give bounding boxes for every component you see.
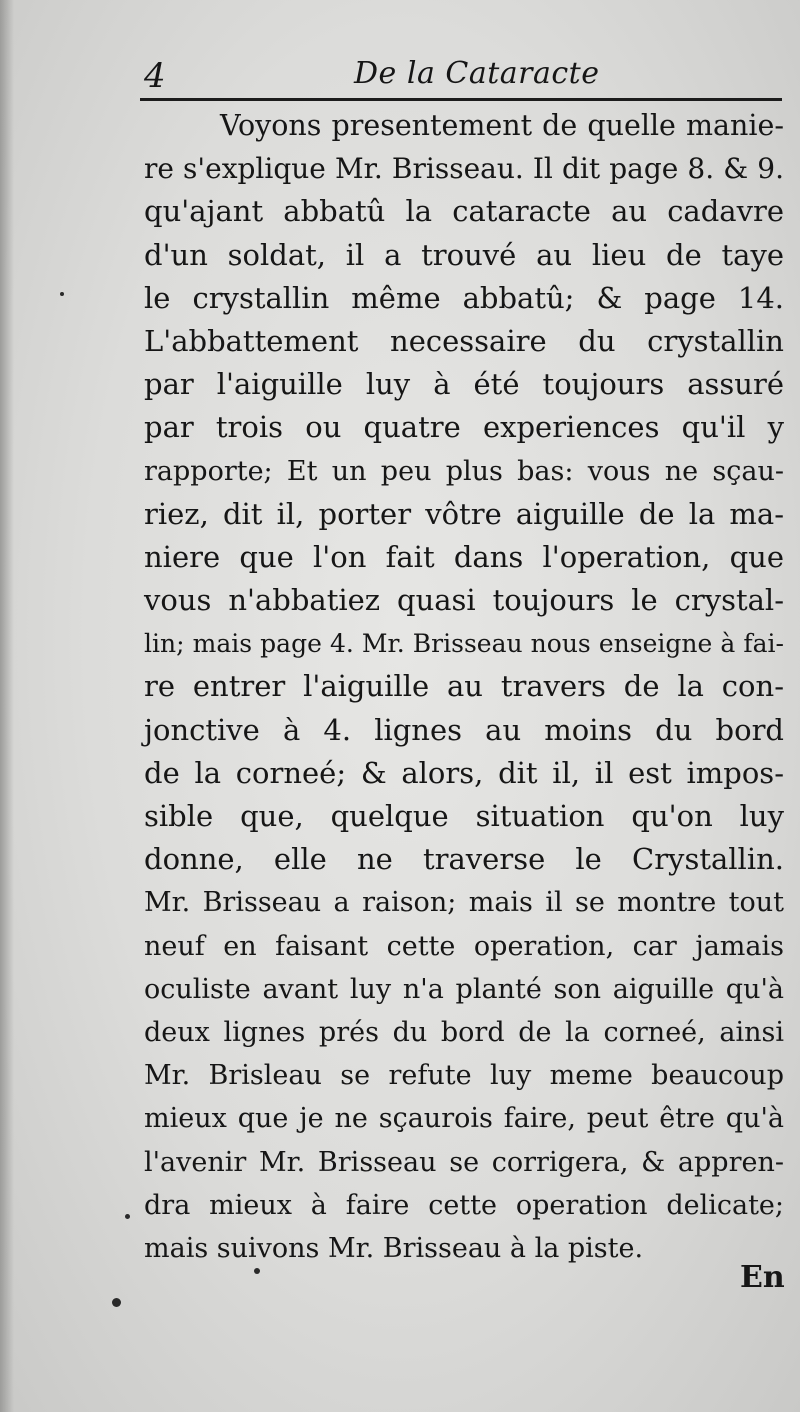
ink-spot — [112, 1298, 121, 1307]
catchword: En — [740, 1260, 785, 1295]
text-line: par trois ou quatre experiences qu'il y — [144, 410, 784, 445]
text-line: de la corneé; & alors, dit il, il est impos- — [144, 755, 784, 790]
text-line: sible que, quelque situation qu'on luy — [144, 799, 784, 833]
text-line: dra mieux à faire cette operation delicate; — [144, 1189, 784, 1221]
text-line: mieux que je ne sçaurois faire, peut être qu'à — [144, 1103, 784, 1135]
text-line: Voyons presentement de quelle manie- — [220, 109, 784, 142]
text-line: mais suivons Mr. Brisseau à la piste. — [144, 1232, 644, 1264]
page-header — [144, 52, 784, 98]
ink-spot — [125, 1214, 130, 1219]
text-line: par l'aiguille luy à été toujours assuré — [144, 367, 784, 402]
text-line: L'abbattement necessaire du crystallin — [144, 323, 784, 358]
text-line: jonctive à 4. lignes au moins du bord — [144, 712, 784, 747]
text-line: neuf en faisant cette operation, car jamais — [144, 930, 784, 962]
page-number: 4 — [144, 56, 166, 96]
text-line: le crystallin même abbatû; & page 14. — [144, 280, 784, 315]
text-line: Mr. Brisseau a raison; mais il se montre tout — [144, 887, 784, 919]
body-text — [144, 104, 784, 1270]
text-line: d'un soldat, il a trouvé au lieu de taye — [144, 237, 784, 272]
text-line: riez, dit il, porter vôtre aiguille de la ma- — [144, 496, 784, 531]
text-line: oculiste avant luy n'a planté son aiguille qu'à — [144, 973, 784, 1005]
ink-spot — [254, 1268, 260, 1274]
text-line: re entrer l'aiguille au travers de la con- — [144, 669, 784, 704]
text-line: deux lignes prés du bord de la corneé, ainsi — [144, 1016, 784, 1048]
text-line: l'avenir Mr. Brisseau se corrigera, & appren- — [144, 1146, 784, 1178]
ink-spot — [60, 292, 64, 296]
text-line: re s'explique Mr. Brisseau. Il dit page 8. & 9. — [144, 152, 784, 186]
text-line: Mr. Brisleau se refute luy meme beaucoup — [144, 1060, 784, 1092]
text-line: lin; mais page 4. Mr. Brisseau nous enseigne à fai- — [144, 629, 784, 659]
text-line: donne, elle ne traverse le Crystallin. — [144, 842, 784, 877]
text-line: niere que l'on fait dans l'operation, que — [144, 539, 784, 574]
text-line: qu'ajant abbatû la cataracte au cadavre — [144, 194, 784, 229]
page-edge-shadow — [0, 0, 14, 1412]
text-line: rapporte; Et un peu plus bas: vous ne sçau- — [144, 455, 784, 487]
text-line: vous n'abbatiez quasi toujours le crystal- — [144, 583, 784, 618]
running-head: De la Cataracte — [354, 56, 600, 91]
header-rule — [140, 98, 782, 101]
